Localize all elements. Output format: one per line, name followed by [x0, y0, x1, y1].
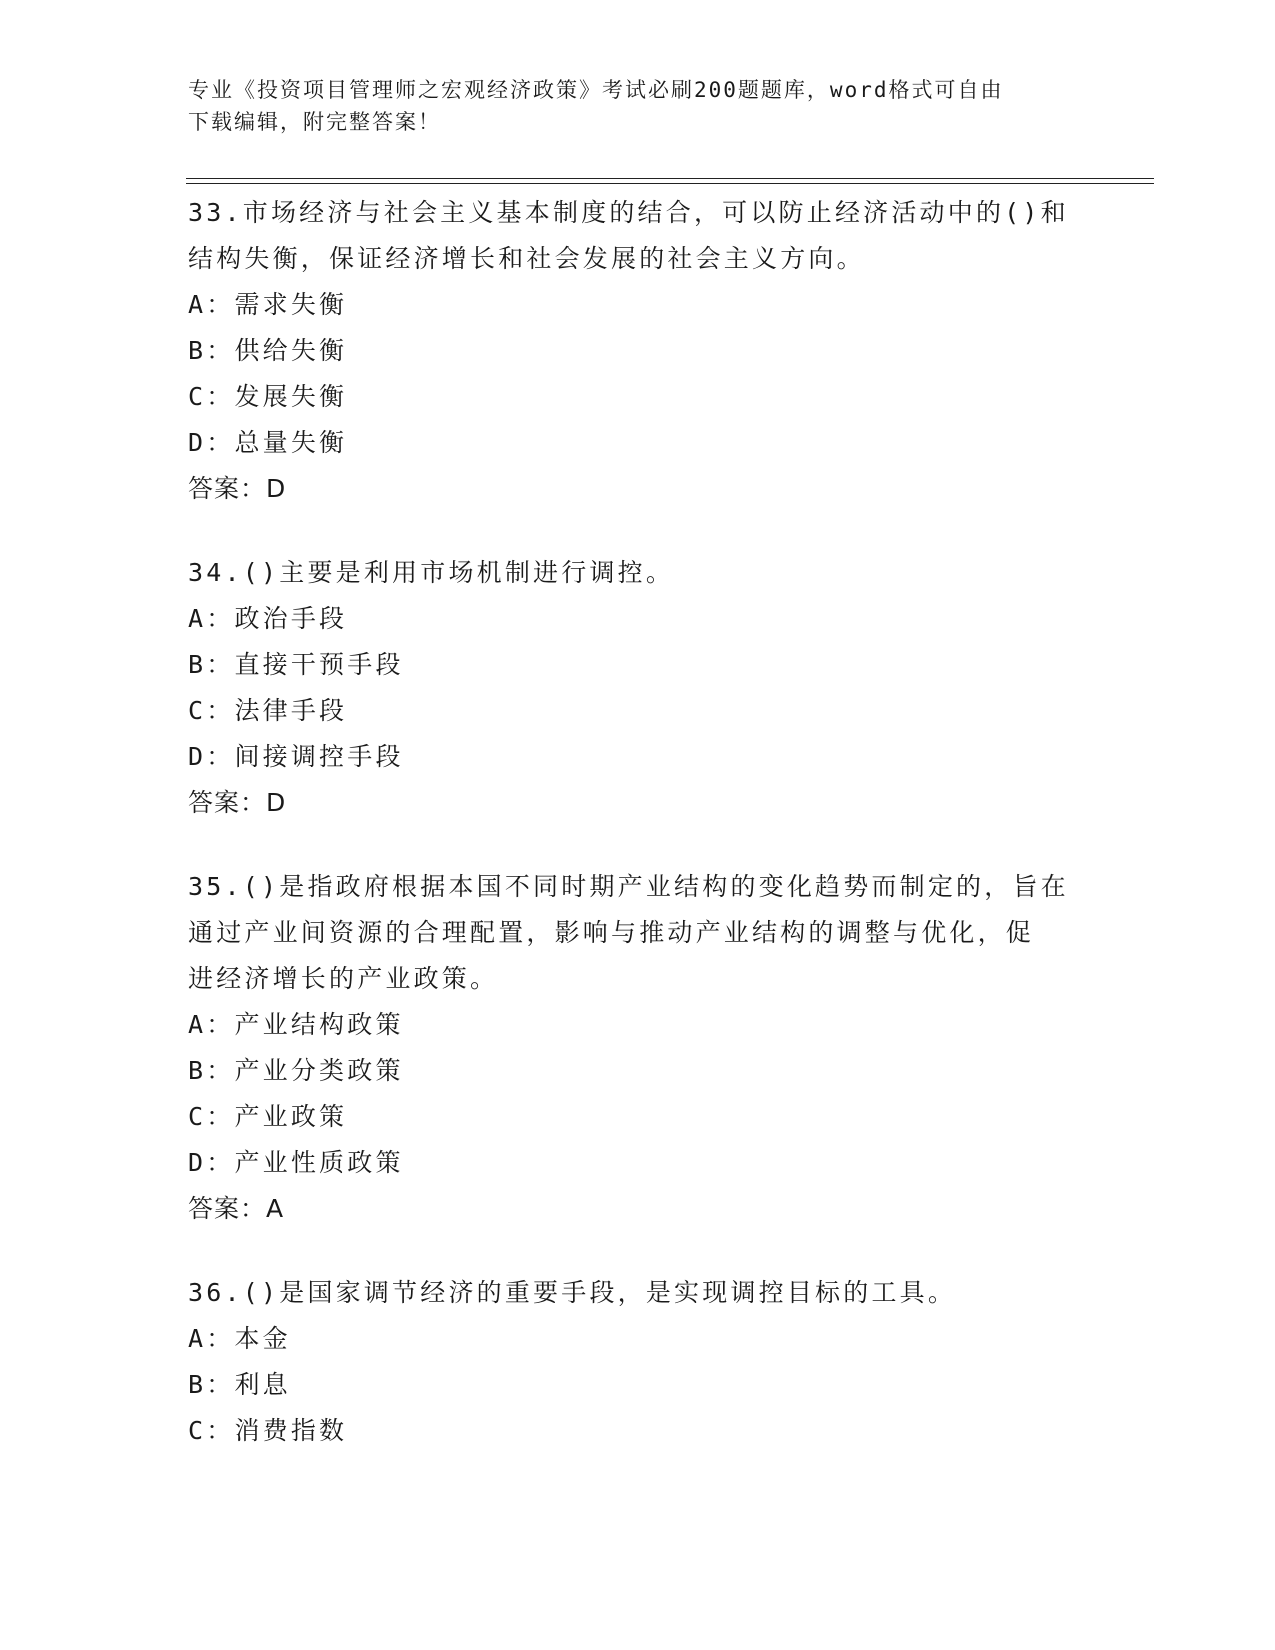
option-a: A：需求失衡	[188, 290, 348, 319]
question-36	[188, 1270, 1088, 1454]
option-c: C：发展失衡	[188, 382, 348, 411]
question-text: 36.()是国家调节经济的重要手段，是实现调控目标的工具。	[188, 1278, 957, 1307]
option-d: D：总量失衡	[188, 428, 348, 457]
header-divider-bottom	[186, 183, 1154, 184]
option-a: A：政治手段	[188, 604, 348, 633]
header-line-2: 下载编辑，附完整答案！	[188, 110, 441, 134]
header-divider-top	[186, 178, 1154, 179]
answer-label: 答案：D	[188, 474, 287, 503]
option-d: D：产业性质政策	[188, 1148, 404, 1177]
option-a: A：本金	[188, 1324, 291, 1353]
document-header	[188, 74, 1088, 138]
option-a: A：产业结构政策	[188, 1010, 404, 1039]
option-c: C：产业政策	[188, 1102, 348, 1131]
question-text: 34.()主要是利用市场机制进行调控。	[188, 558, 675, 587]
option-c: C：法律手段	[188, 696, 348, 725]
header-line-1: 专业《投资项目管理师之宏观经济政策》考试必刷200题题库，word格式可自由	[188, 78, 1004, 102]
option-b: B：利息	[188, 1370, 291, 1399]
answer-label: 答案：A	[188, 1194, 285, 1223]
option-c: C：消费指数	[188, 1416, 348, 1445]
question-33	[188, 190, 1088, 512]
answer-label: 答案：D	[188, 788, 287, 817]
option-b: B：产业分类政策	[188, 1056, 404, 1085]
option-b: B：直接干预手段	[188, 650, 404, 679]
option-b: B：供给失衡	[188, 336, 348, 365]
question-34	[188, 550, 1088, 826]
question-35	[188, 864, 1088, 1232]
question-text: 35.()是指政府根据本国不同时期产业结构的变化趋势而制定的，旨在 通过产业间资源的合理配置，影响与推动产业结构的调整与优化，促 进经济增长的产业政策。	[188, 872, 1069, 993]
question-text: 33.市场经济与社会主义基本制度的结合，可以防止经济活动中的()和 结构失衡，保证经济增长和社会发展的社会主义方向。	[188, 198, 1069, 273]
option-d: D：间接调控手段	[188, 742, 404, 771]
question-list	[188, 190, 1088, 1492]
